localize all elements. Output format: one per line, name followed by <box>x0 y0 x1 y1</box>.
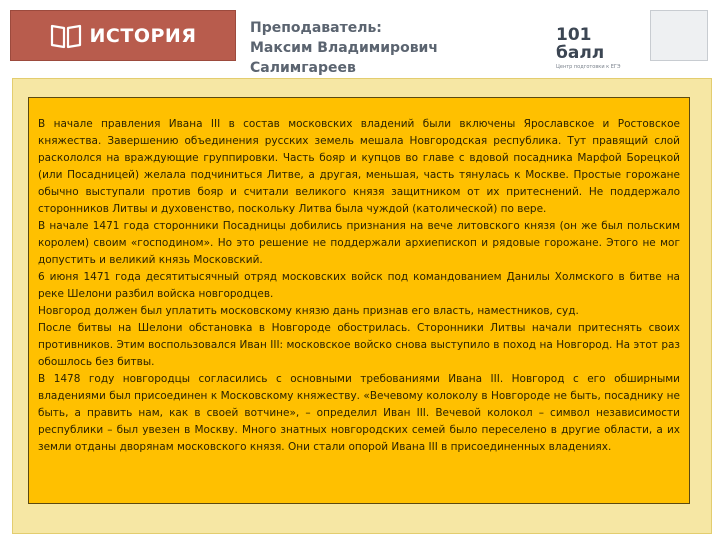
brand-logo <box>556 26 636 71</box>
text-panel <box>28 97 690 504</box>
subject-title: ИСТОРИЯ <box>89 24 197 47</box>
brand-name: 101 балл <box>556 25 605 63</box>
logo-inner <box>50 23 197 49</box>
book-icon <box>50 23 82 49</box>
teacher-info <box>250 18 540 78</box>
corner-box <box>650 10 708 61</box>
header <box>0 0 720 76</box>
subject-logo <box>10 10 236 61</box>
paragraph: Новгород должен был уплатить московскому князю дань признав его власть, наместников, суд. <box>38 305 579 317</box>
paragraph: В начале правления Ивана III в состав московских владений были включены Ярославское и Ростовское княжества. Завершению объединения русских земель мешала Новгородская республика. Тут правящий слой раскололся на враждующие группировки. Часть бояр и купцов во главе с вдовой посадника Марфой Борецкой (или Посадницей) желала подчиниться Литве, а другая, меньшая, часть тянулась к Москве. Простые горожане обычно выступали против бояр и считали великого князя защитником от их притеснений. Не поддержало сторонников Литвы и духовенство, поскольку Литва была чуждой (католической) по вере. <box>38 118 680 215</box>
panel-text <box>38 116 680 456</box>
teacher-label: Преподаватель: <box>250 20 382 36</box>
paragraph: В начале 1471 года сторонники Посадницы добились признания на вече литовского князя (он же был польским королем) своим «господином». Но это решение не поддержали архиепископ и рядовые горожане. Этого не мог допустить и великий князь Московский. <box>38 220 680 266</box>
teacher-name: Максим Владимирович Салимгареев <box>250 40 438 76</box>
brand-subtitle: Центр подготовки к ЕГЭ <box>556 64 621 70</box>
paragraph: В 1478 году новгородцы согласились с основными требованиями Ивана III. Новгород с его обширными владениями был присоединен к Московскому княжеству. «Вечевому колоколу в Новгороде не быть, посаднику не быть, а править нам, как в своей вотчине», – определил Иван III. Вечевой колокол – символ независимости республики – был увезен в Москву. Много знатных новгородских семей было переселено в другие области, а их земли отданы дворянам московского князя. Они стали опорой Ивана III в присоединенных владениях. <box>38 373 680 453</box>
paragraph: После битвы на Шелони обстановка в Новгороде обострилась. Сторонники Литвы начали притеснять своих противников. Этим воспользовался Иван III: московское войско снова выступило в поход на Новгород. На этот раз обошлось без битвы. <box>38 322 680 368</box>
paragraph: 6 июня 1471 года десятитысячный отряд московских войск под командованием Данилы Холмского в битве на реке Шелони разбил войска новгородцев. <box>38 271 680 300</box>
